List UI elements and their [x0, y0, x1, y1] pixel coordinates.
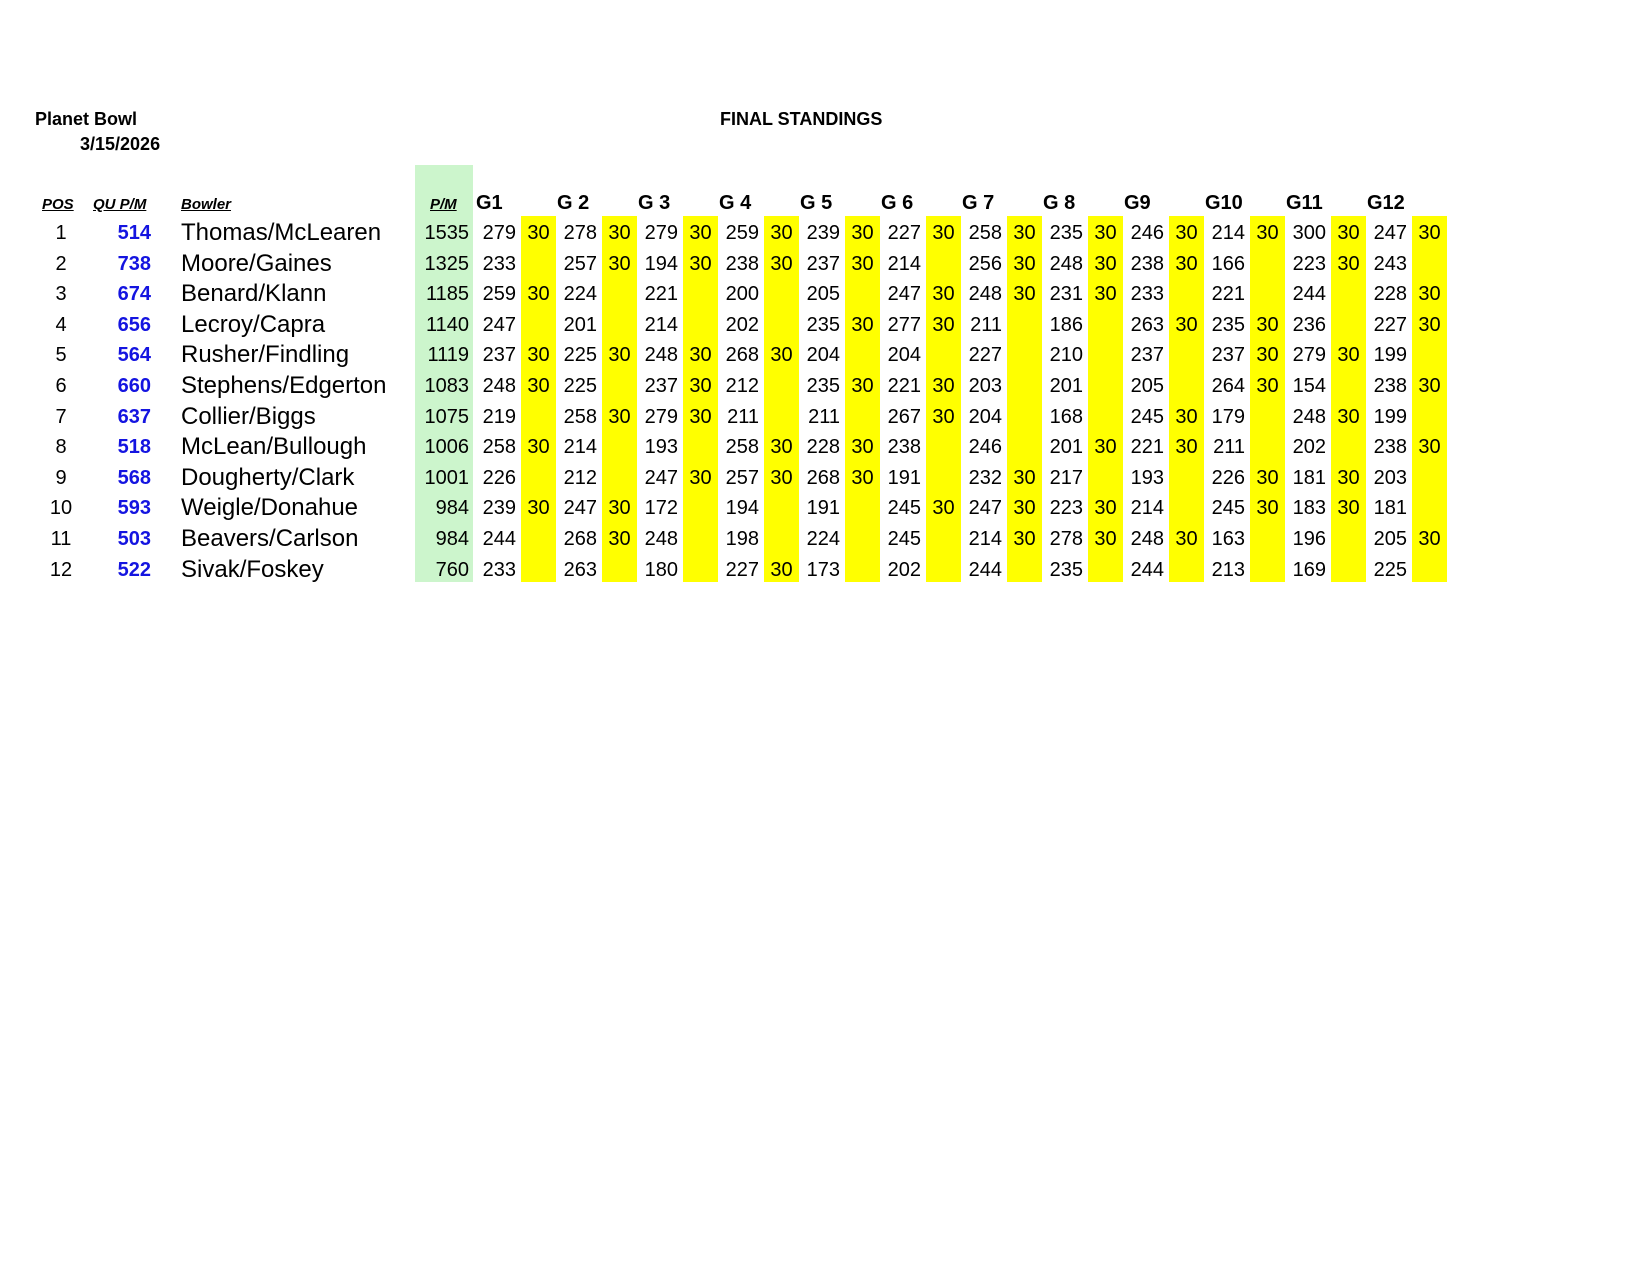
event-date: 3/15/2026	[80, 134, 161, 154]
game-score: 211	[1213, 436, 1245, 459]
game-bonus: 30	[1418, 222, 1441, 244]
game-score: 235	[1211, 313, 1245, 336]
game-score: 211	[808, 405, 840, 428]
game-score: 247	[563, 497, 597, 520]
header-game: G 5	[800, 192, 833, 214]
game-bonus: 30	[608, 405, 631, 428]
game-score: 233	[1130, 283, 1164, 306]
game-score: 257	[563, 252, 597, 275]
game-bonus: 30	[851, 252, 874, 275]
game-score: 248	[1049, 252, 1083, 275]
position: 2	[55, 252, 67, 275]
game-bonus: 30	[1175, 436, 1198, 459]
game-bonus: 30	[1094, 252, 1117, 275]
table-row	[0, 524, 1650, 554]
qualifying-pm: 637	[117, 405, 151, 428]
game-bonus: 30	[1418, 283, 1441, 306]
game-bonus: 30	[1013, 222, 1036, 244]
game-score: 163	[1211, 528, 1245, 550]
qualifying-pm: 514	[117, 222, 151, 244]
table-row	[0, 340, 1650, 370]
game-score: 181	[1373, 497, 1407, 520]
game-bonus: 30	[1337, 252, 1360, 275]
game-score: 278	[1049, 528, 1083, 550]
game-score: 247	[644, 466, 678, 489]
game-score: 173	[806, 558, 840, 581]
game-score: 191	[806, 497, 840, 520]
game-score: 235	[806, 313, 840, 336]
game-score: 227	[725, 558, 759, 581]
game-bonus: 30	[770, 222, 793, 244]
game-score: 278	[563, 222, 597, 244]
bowler-name: Weigle/Donahue	[181, 494, 359, 522]
total-pm: 1075	[424, 405, 469, 428]
game-bonus: 30	[1094, 222, 1117, 244]
game-score: 181	[1292, 466, 1326, 489]
game-score: 239	[806, 222, 840, 244]
qualifying-pm: 656	[117, 313, 151, 336]
game-score: 214	[1130, 497, 1164, 520]
game-score: 172	[644, 497, 678, 520]
game-score: 202	[1292, 436, 1326, 459]
game-score: 225	[1373, 558, 1407, 581]
game-score: 223	[1049, 497, 1083, 520]
game-bonus: 30	[1013, 528, 1036, 550]
game-score: 214	[968, 528, 1002, 550]
game-score: 221	[1211, 283, 1245, 306]
game-bonus: 30	[1418, 375, 1441, 397]
header-game: G 2	[557, 192, 590, 214]
game-score: 268	[725, 344, 759, 367]
table-row	[0, 279, 1650, 309]
game-bonus: 30	[932, 283, 955, 306]
game-score: 279	[482, 222, 516, 244]
game-score: 263	[1130, 313, 1164, 336]
game-bonus: 30	[1175, 313, 1198, 336]
game-score: 246	[968, 436, 1002, 459]
game-score: 201	[1049, 375, 1083, 397]
game-score: 199	[1373, 405, 1407, 428]
game-bonus: 30	[851, 375, 874, 397]
game-score: 279	[1292, 344, 1326, 367]
game-score: 247	[482, 313, 516, 336]
qualifying-pm: 674	[117, 283, 151, 306]
game-score: 258	[725, 436, 759, 459]
total-pm: 1001	[424, 466, 469, 489]
game-score: 168	[1049, 405, 1083, 428]
game-score: 223	[1292, 252, 1326, 275]
game-score: 196	[1292, 528, 1326, 550]
game-score: 244	[968, 558, 1002, 581]
game-score: 238	[887, 436, 921, 459]
game-score: 245	[887, 497, 921, 520]
game-score: 248	[644, 344, 678, 367]
game-bonus: 30	[1337, 344, 1360, 367]
bowler-name: Collier/Biggs	[181, 402, 316, 430]
game-score: 211	[727, 405, 759, 428]
game-bonus: 30	[770, 558, 793, 581]
game-score: 243	[1373, 252, 1407, 275]
position: 10	[49, 497, 73, 520]
game-score: 224	[563, 283, 597, 306]
table-row	[0, 432, 1650, 462]
position: 9	[55, 466, 67, 489]
game-bonus: 30	[1337, 222, 1360, 244]
game-score: 232	[968, 466, 1002, 489]
game-score: 213	[1211, 558, 1245, 581]
page-title: FINAL STANDINGS	[720, 109, 883, 129]
game-score: 246	[1130, 222, 1164, 244]
game-score: 235	[806, 375, 840, 397]
game-score: 258	[482, 436, 516, 459]
game-bonus: 30	[1175, 528, 1198, 550]
game-bonus: 30	[770, 252, 793, 275]
game-score: 237	[644, 375, 678, 397]
bowler-name: Stephens/Edgerton	[181, 372, 387, 399]
game-score: 191	[887, 466, 921, 489]
game-score: 233	[482, 558, 516, 581]
game-score: 226	[1211, 466, 1245, 489]
game-bonus: 30	[851, 466, 874, 489]
qualifying-pm: 568	[117, 466, 151, 489]
game-bonus: 30	[527, 283, 550, 306]
qualifying-pm: 522	[117, 558, 151, 581]
game-bonus: 30	[608, 497, 631, 520]
game-score: 267	[887, 405, 921, 428]
game-score: 237	[806, 252, 840, 275]
position: 11	[50, 528, 72, 550]
game-bonus: 30	[689, 252, 712, 275]
game-score: 225	[563, 344, 597, 367]
game-score: 238	[1373, 436, 1407, 459]
game-score: 239	[482, 497, 516, 520]
game-bonus: 30	[527, 497, 550, 520]
total-pm: 1083	[424, 375, 469, 397]
game-bonus: 30	[689, 375, 712, 397]
position: 1	[55, 222, 67, 244]
game-score: 169	[1292, 558, 1326, 581]
game-bonus: 30	[1013, 283, 1036, 306]
game-score: 244	[482, 528, 516, 550]
qualifying-pm: 660	[117, 375, 151, 397]
game-bonus: 30	[1256, 344, 1279, 367]
header-game: G 3	[638, 192, 671, 214]
game-score: 226	[482, 466, 516, 489]
game-bonus: 30	[527, 344, 550, 367]
game-score: 258	[563, 405, 597, 428]
game-score: 166	[1211, 252, 1245, 275]
game-bonus: 30	[1256, 497, 1279, 520]
total-pm: 760	[435, 558, 469, 581]
game-bonus: 30	[689, 344, 712, 367]
game-score: 244	[1130, 558, 1164, 581]
game-score: 194	[644, 252, 678, 275]
game-score: 248	[482, 375, 516, 397]
table-row	[0, 555, 1650, 585]
game-score: 199	[1373, 344, 1407, 367]
game-score: 268	[806, 466, 840, 489]
game-score: 205	[806, 283, 840, 306]
game-score: 214	[644, 313, 678, 336]
game-bonus: 30	[1094, 283, 1117, 306]
total-pm: 1140	[425, 313, 469, 336]
table-row	[0, 402, 1650, 432]
game-score: 228	[1373, 283, 1407, 306]
qualifying-pm: 518	[117, 436, 151, 459]
game-bonus: 30	[689, 222, 712, 244]
game-bonus: 30	[689, 466, 712, 489]
game-bonus: 30	[1337, 497, 1360, 520]
game-score: 245	[887, 528, 921, 550]
game-score: 193	[1130, 466, 1164, 489]
game-score: 227	[887, 222, 921, 244]
game-score: 219	[482, 405, 516, 428]
bowler-name: Thomas/McLearen	[181, 219, 382, 246]
game-score: 217	[1049, 466, 1083, 489]
game-bonus: 30	[1256, 222, 1279, 244]
game-score: 203	[1373, 466, 1407, 489]
header-pm: P/M	[430, 196, 457, 213]
game-score: 210	[1049, 344, 1083, 367]
qualifying-pm: 503	[117, 528, 151, 550]
game-score: 247	[968, 497, 1002, 520]
game-bonus: 30	[770, 466, 793, 489]
game-score: 228	[806, 436, 840, 459]
table-row	[0, 493, 1650, 523]
table-row	[0, 310, 1650, 340]
game-score: 202	[887, 558, 921, 581]
game-score: 236	[1292, 313, 1326, 336]
game-score: 259	[482, 283, 516, 306]
game-score: 204	[806, 344, 840, 367]
game-score: 264	[1211, 375, 1245, 397]
header-pos: POS	[42, 196, 74, 213]
bowler-name: Benard/Klann	[181, 280, 327, 308]
position: 3	[55, 283, 67, 306]
game-bonus: 30	[608, 222, 631, 244]
game-bonus: 30	[527, 436, 550, 459]
total-pm: 1006	[424, 436, 469, 459]
game-bonus: 30	[1256, 375, 1279, 397]
game-score: 224	[806, 528, 840, 550]
game-bonus: 30	[932, 222, 955, 244]
game-score: 212	[563, 466, 597, 489]
game-score: 233	[482, 252, 516, 275]
game-bonus: 30	[1013, 497, 1036, 520]
game-bonus: 30	[1256, 466, 1279, 489]
game-score: 238	[1130, 252, 1164, 275]
position: 12	[49, 558, 73, 581]
game-score: 248	[1130, 528, 1164, 550]
game-bonus: 30	[1256, 313, 1279, 336]
position: 6	[55, 375, 67, 397]
game-score: 221	[644, 283, 678, 306]
game-score: 212	[725, 375, 759, 397]
game-score: 268	[563, 528, 597, 550]
total-pm: 1185	[425, 283, 469, 306]
table-row	[0, 249, 1650, 279]
game-score: 204	[887, 344, 921, 367]
game-score: 245	[1211, 497, 1245, 520]
game-score: 227	[1373, 313, 1407, 336]
game-bonus: 30	[1094, 497, 1117, 520]
game-score: 235	[1049, 222, 1083, 244]
game-score: 248	[968, 283, 1002, 306]
game-bonus: 30	[608, 528, 631, 550]
game-bonus: 30	[932, 497, 955, 520]
game-score: 214	[1211, 222, 1245, 244]
table-row	[0, 218, 1650, 248]
game-bonus: 30	[851, 222, 874, 244]
game-score: 244	[1292, 283, 1326, 306]
game-score: 211	[970, 313, 1002, 336]
game-bonus: 30	[527, 222, 550, 244]
table-row	[0, 371, 1650, 401]
bowler-name: Beavers/Carlson	[181, 525, 359, 552]
game-bonus: 30	[608, 252, 631, 275]
game-bonus: 30	[1337, 405, 1360, 428]
game-score: 237	[1130, 344, 1164, 367]
bowler-name: Sivak/Foskey	[181, 555, 324, 583]
game-bonus: 30	[770, 344, 793, 367]
game-score: 238	[725, 252, 759, 275]
header-game: G 7	[962, 192, 995, 214]
total-pm: 1119	[427, 344, 469, 367]
game-score: 227	[968, 344, 1002, 367]
game-score: 200	[725, 283, 759, 306]
game-score: 186	[1049, 313, 1083, 336]
game-bonus: 30	[1418, 436, 1441, 459]
game-score: 237	[1211, 344, 1245, 367]
game-score: 205	[1373, 528, 1407, 550]
header-qu-pm: QU P/M	[93, 196, 147, 213]
game-bonus: 30	[1013, 466, 1036, 489]
header-game: G9	[1124, 192, 1151, 214]
game-score: 180	[644, 558, 678, 581]
game-bonus: 30	[1418, 313, 1441, 336]
bowler-name: Rusher/Findling	[181, 341, 350, 369]
game-score: 203	[968, 375, 1002, 397]
game-score: 221	[1130, 436, 1164, 459]
game-bonus: 30	[851, 313, 874, 336]
game-score: 179	[1211, 405, 1245, 428]
game-bonus: 30	[527, 375, 550, 397]
header-game: G 8	[1043, 192, 1076, 214]
game-bonus: 30	[1175, 405, 1198, 428]
game-score: 248	[644, 528, 678, 550]
game-bonus: 30	[932, 375, 955, 397]
game-score: 263	[563, 558, 597, 581]
bowler-name: McLean/Bullough	[181, 433, 367, 461]
game-score: 202	[725, 313, 759, 336]
game-score: 300	[1292, 222, 1326, 244]
game-bonus: 30	[1418, 528, 1441, 550]
game-bonus: 30	[1094, 436, 1117, 459]
bowler-name: Moore/Gaines	[181, 249, 332, 277]
game-bonus: 30	[689, 405, 712, 428]
header-game: G11	[1286, 192, 1323, 214]
game-bonus: 30	[608, 344, 631, 367]
position: 7	[55, 405, 67, 428]
header-game: G12	[1367, 192, 1405, 214]
total-pm: 984	[435, 528, 469, 550]
game-bonus: 30	[770, 436, 793, 459]
game-score: 256	[968, 252, 1002, 275]
header-game: G 6	[881, 192, 914, 214]
total-pm: 1535	[424, 222, 469, 244]
game-score: 258	[968, 222, 1002, 244]
position: 8	[55, 436, 67, 459]
game-bonus: 30	[932, 313, 955, 336]
bowler-name: Lecroy/Capra	[181, 310, 326, 338]
game-score: 279	[644, 405, 678, 428]
game-score: 214	[563, 436, 597, 459]
qualifying-pm: 593	[117, 497, 151, 520]
game-bonus: 30	[932, 405, 955, 428]
header-game: G1	[476, 192, 503, 214]
game-score: 194	[725, 497, 759, 520]
game-score: 183	[1292, 497, 1326, 520]
game-score: 214	[887, 252, 921, 275]
game-score: 277	[887, 313, 921, 336]
game-score: 205	[1130, 375, 1164, 397]
header-game: G 4	[719, 192, 752, 214]
game-score: 235	[1049, 558, 1083, 581]
game-score: 257	[725, 466, 759, 489]
game-bonus: 30	[1337, 466, 1360, 489]
total-pm: 984	[435, 497, 469, 520]
game-score: 204	[968, 405, 1002, 428]
total-pm: 1325	[424, 252, 469, 275]
game-score: 231	[1049, 283, 1083, 306]
header-bowler: Bowler	[181, 196, 232, 213]
game-score: 193	[644, 436, 678, 459]
game-score: 201	[563, 313, 597, 336]
game-bonus: 30	[1094, 528, 1117, 550]
position: 4	[55, 313, 67, 336]
header-game: G10	[1205, 192, 1243, 214]
venue-title: Planet Bowl	[35, 109, 138, 129]
game-score: 154	[1292, 375, 1326, 397]
game-score: 259	[725, 222, 759, 244]
game-score: 221	[887, 375, 921, 397]
bowler-name: Dougherty/Clark	[181, 463, 355, 491]
position: 5	[55, 344, 67, 367]
qualifying-pm: 738	[117, 252, 151, 275]
game-score: 238	[1373, 375, 1407, 397]
game-score: 279	[644, 222, 678, 244]
game-bonus: 30	[1013, 252, 1036, 275]
game-score: 247	[887, 283, 921, 306]
game-score: 248	[1292, 405, 1326, 428]
table-row	[0, 463, 1650, 493]
game-bonus: 30	[1175, 222, 1198, 244]
game-score: 247	[1373, 222, 1407, 244]
game-score: 198	[725, 528, 759, 550]
game-bonus: 30	[1175, 252, 1198, 275]
game-bonus: 30	[851, 436, 874, 459]
game-score: 225	[563, 375, 597, 397]
game-score: 237	[482, 344, 516, 367]
game-score: 201	[1049, 436, 1083, 459]
game-score: 245	[1130, 405, 1164, 428]
qualifying-pm: 564	[117, 344, 151, 367]
